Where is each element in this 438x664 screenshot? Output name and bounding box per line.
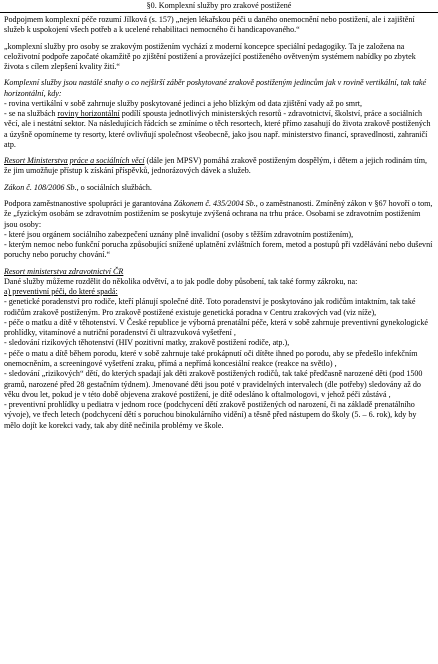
complex-services-definition: Komplexní služby jsou nastálé snahy o co nejširší záběr poskytované zrakově postiženým jedincům jak v rovině vertikální, tak také horizontální, kdy: xyxy=(4,78,427,98)
mpsv-heading-link[interactable]: Resort Ministerstva práce a sociálních věcí xyxy=(4,156,145,166)
horizontal-plane-term: roviny horizontální xyxy=(57,109,120,119)
paragraph-mpsv xyxy=(4,156,434,177)
vertical-plane-item: - rovina vertikální v sobě zahrnuje služby poskytované jedinci a jeho blízkým od data zjištění vady až po smrt, xyxy=(4,98,363,108)
horizontal-plane-prefix: - se na službách xyxy=(4,109,58,119)
paragraph-employment xyxy=(4,199,434,261)
health-ministry-heading-link[interactable]: Resort ministerstva zdravotnictví ČR xyxy=(4,266,124,276)
page-title: §0. Komplexní služby pro zrakové postižené xyxy=(146,1,292,10)
preventive-care-heading: a) preventivní péči, do které spadá: xyxy=(4,287,118,297)
law-108-text: , o sociálních službách. xyxy=(76,182,152,192)
law-108-title: Zákon č. 108/2006 Sb. xyxy=(4,182,77,192)
employment-prefix: Podpora zaměstnanostive spolupráci je garantována xyxy=(4,198,174,208)
document-body xyxy=(4,15,434,437)
mpsv-text: (dále jen MPSV) pomáhá zrakově postiženým dospělým, i dětem a jejich rodinám tím, že jim umožňuje přístup k získání příspěvků, jednorázových dávek a služeb. xyxy=(4,156,428,176)
preventive-item-birth: - péče o matu a dítě během porodu, které v sobě zahrnuje také prokápnutí oči dítěte ihned po porodu, aby se předešlo infekčním onemocněním, a screeningové vyšetření zraku, přímá a nepřímá koncesiální reakce (reakce na světlo) , xyxy=(4,348,418,368)
preventive-item-pregnancy: - péče o matku a dítě v těhotenství. V České republice je výborná prenatální péče, která v sobě zahrnuje preventivní gynekologické prohlídky, vitamínové a nutriční poradenství či ultrazvuková vyšetření , xyxy=(4,317,429,338)
employment-item-b: - kterým nemoc nebo funkční porucha způsobující snížené uplatnění zvláštních forem, metod a postupů při vzdělávání nebo duševní poruchy nebo poruchy chování.“ xyxy=(4,240,433,260)
header-bar xyxy=(0,0,438,13)
law-435-title: Zákonem č. 435/2004 Sb. xyxy=(173,198,256,208)
horizontal-plane-text: podílí spousta jednotlivých ministerských resortů - zdravotnictví, školství, práce a sociálních věcí, ale i nestátní sektor. Na následujících řádcích se zmíníme o těch resortech, které přímo zasahují do života zrakově postižených a úzyšně opomíneme ty resorty, které ovlivňují společnost všeobecně, jako jsou např. ministerstvo financí, spravedlnosti, zahraničí atp. xyxy=(4,109,431,149)
paragraph-health-ministry xyxy=(4,267,434,431)
preventive-item-pediatric: - preventivní prohlídky u pediatra v jednom roce (podchycení dětí zrakově postižených od narození, či na základě prenatálního vývoje), ve třech letech (podchycení dětí s poruchou binokulárního vidění) a těsně před nástupem do školy (5. – 6. rok), kdy by mělo dojít ke korekci vady, tak aby dítě nečinila problémy ve škole. xyxy=(4,400,417,430)
employment-text: , o zaměstnanosti. Zmíněný zákon v §67 hovoří o tom, že „fyzickým osobám se zdravotním postižením se poskytuje zvýšená ochrana na trhu práce. Osobami se zdravotním postižením jsou osoby: xyxy=(4,198,433,229)
paragraph-law-108 xyxy=(4,183,434,193)
preventive-item-genetics: - genetické poradenství pro rodiče, kteří plánují společné dítě. Toto poradenství je poskytováno jak rodičům intaktním, tak také rodičům zrakově postiženým. Pro zrakově postižené existuje genetická poradna v Centru zrakových vad (viz níže), xyxy=(4,297,416,317)
employment-item-a: - které jsou orgánem sociálního zabezpečení uznány plně invalidní (osoby s těžším zdravotním postižením), xyxy=(4,229,354,239)
paragraph-complex-services-quote: „komplexní služby pro osoby se zrakovým postižením vychází z moderní koncepce speciální pedagogiky. Ta je založena na celoživotní podpoře započaté okamžitě po zjištění postižení a provázející postiženého ovětveným systémem nabídky po zbytek života s cílem zlepšení kvality žití.“ xyxy=(4,41,416,72)
health-intro-text: Dané služby můžeme rozdělit do několika odvětví, a to jak podle doby působení, tak také formy zákroku, na: xyxy=(4,276,358,286)
paragraph-vertical-horizontal xyxy=(4,78,434,150)
preventive-item-risk-pregnancy: - sledování rizikových těhotenství (HIV pozitivní matky, zrakově postižení rodiče, atp.), xyxy=(4,338,290,348)
paragraph-complex-care: Podpojmem komplexní péče rozumí Jílková (s. 157) „nejen lékařskou péči u daného onemocnění nebo postižení, ale i zajištění služeb k uspokojení všech potřeb a k ucelené rehabilitaci nemocného či handicapovaného.“ xyxy=(4,15,415,35)
preventive-item-risk-children: - sledování „rizikových“ dětí, do kterých spadají jak děti zrakově postižených rodičů, tak také předčasně narozené děti (pod 1500 gramů, narozené před 28 gestačním týdnem). Jmenované děti jsou poté v pravidelných intervalech (dle potřeby) sledovány až do věku dvou let, pokud je v této době objevena zrakové postižení, je dítě odesláno k oftalmologovi, v jehož péči zůstává , xyxy=(4,369,423,399)
